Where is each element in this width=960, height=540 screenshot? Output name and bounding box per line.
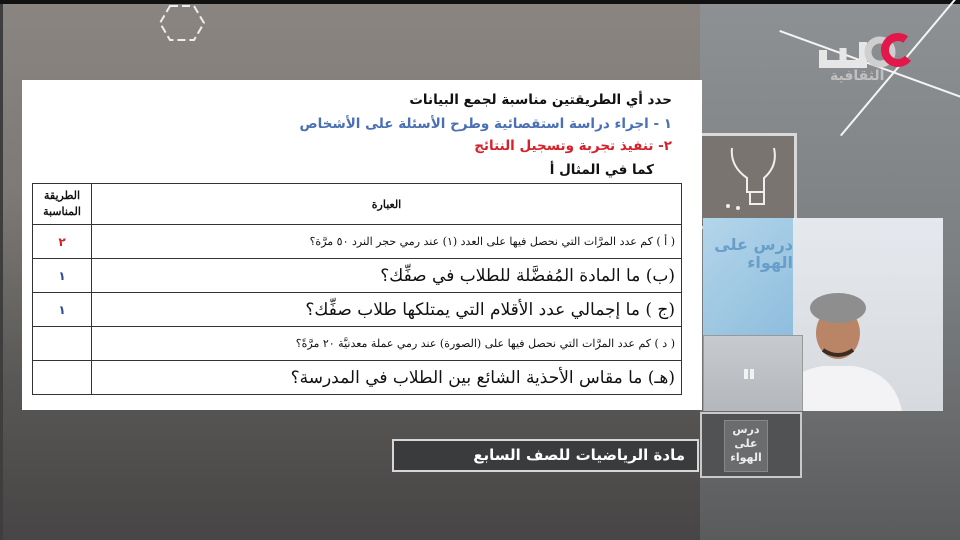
answer-cell: ٢: [33, 225, 92, 259]
table-row: [33, 327, 682, 361]
instruction-text: حدد أي الطريقتين مناسبة لجمع البيانات: [409, 92, 672, 108]
lower-third-title: [392, 439, 699, 472]
statement-cell: (ج ) ما إجمالي عدد الأقلام التي يمتلكها طلاب صفِّك؟: [92, 293, 682, 327]
chalk-lightbulb-drawing: [702, 133, 797, 229]
answer-cell: [33, 361, 92, 395]
method-1-text: ١ - اجراء دراسة استقصائية وطرح الأسئلة على الأشخاص: [299, 116, 672, 132]
header-method: الطريقة المناسبة: [33, 184, 92, 225]
background-poster: درس على الهواء: [703, 218, 793, 338]
answer-cell: ١: [33, 293, 92, 327]
table-row: [33, 293, 682, 327]
answer-cell: [33, 327, 92, 361]
program-bug: [700, 412, 802, 478]
table-header-row: [33, 184, 682, 225]
statement-cell: (ب) ما المادة المُفضَّلة للطلاب في صفِّك؟: [92, 259, 682, 293]
program-bug-logo: درس على الهواء: [724, 420, 768, 472]
channel-logo-subtitle: الثقافية: [830, 68, 885, 84]
program-subject: مادة الرياضيات للصف السابع: [473, 446, 685, 464]
table-row: [33, 225, 682, 259]
answer-cell: ١: [33, 259, 92, 293]
statement-cell: ( د ) كم عدد المرَّات التي نحصل فيها على (الصورة) عند رمي عملة معدنيَّة ٢٠ مرَّةً؟: [92, 327, 682, 361]
statement-cell: ( أ ) كم عدد المرَّات التي نحصل فيها على العدد (١) عند رمي حجر النرد ٥٠ مرَّة؟: [92, 225, 682, 259]
worksheet-document: [22, 80, 702, 410]
table-row: [33, 259, 682, 293]
frame-edge: [0, 0, 3, 540]
chalk-hexagon-icon: [158, 4, 206, 42]
header-statement: العبارة: [92, 184, 682, 225]
lightbulb-icon: [702, 136, 794, 226]
windows-logo-icon: [744, 369, 754, 379]
statements-table: [32, 183, 682, 395]
oman-culture-logo-icon: [818, 30, 918, 70]
table-row: [33, 361, 682, 395]
top-bar: [0, 0, 960, 4]
presenter-video: [703, 218, 943, 411]
laptop: [703, 335, 803, 411]
example-note: كما في المثال أ: [549, 162, 654, 178]
statement-cell: (هـ) ما مقاس الأحذية الشائع بين الطلاب في المدرسة؟: [92, 361, 682, 395]
method-2-text: ٢- تنفيذ تجربة وتسجيل النتائج: [474, 138, 672, 154]
